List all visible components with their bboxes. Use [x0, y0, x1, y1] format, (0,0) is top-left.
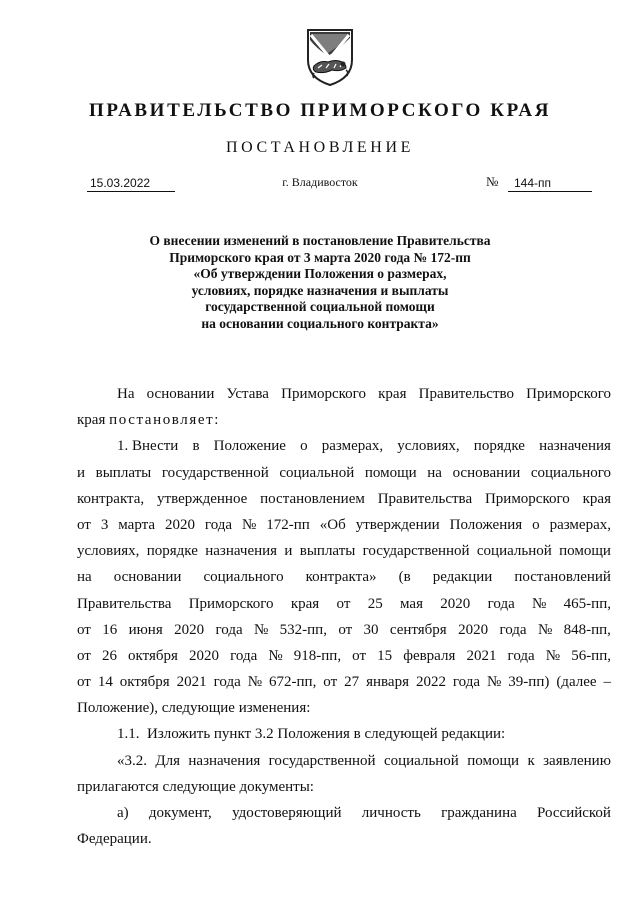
body-word: октября — [128, 647, 178, 664]
body-word: Устава — [226, 386, 269, 402]
body-word: условиях, — [77, 543, 140, 560]
body-word: января — [366, 674, 409, 691]
body-word: 15 — [377, 647, 393, 664]
body-word: государственной — [268, 752, 376, 769]
body-word: от — [352, 647, 367, 664]
body-word: года — [452, 674, 481, 691]
document-city: г. Владивосток — [282, 175, 358, 189]
body-text: Федерации. — [77, 831, 152, 848]
body-line — [77, 486, 611, 512]
document-date: 15.03.2022 — [87, 175, 175, 192]
body-word: выплаты — [299, 543, 356, 560]
body-word: государственной — [362, 543, 470, 560]
body-word: 25 — [367, 595, 383, 612]
body-word: Положения — [449, 516, 523, 533]
body-line — [77, 460, 611, 486]
body-word: 1. Внести — [117, 438, 179, 455]
body-word: 56-пп, — [571, 647, 611, 664]
body-word: государственной — [161, 464, 269, 481]
body-word: октября — [119, 674, 170, 691]
body-word: (в — [398, 569, 411, 586]
body-word: года — [215, 621, 243, 638]
body-word: личность — [361, 805, 421, 821]
body-word: назначения — [205, 543, 278, 560]
body-word: Приморского — [484, 490, 570, 507]
body-line — [77, 643, 611, 669]
body-word: № — [545, 647, 561, 664]
body-line — [77, 512, 611, 538]
body-word: года — [487, 595, 515, 612]
body-word: социальной — [279, 464, 355, 481]
resolution-verb: постановляет: — [109, 412, 221, 429]
body-line — [77, 433, 611, 459]
body-word: (далее — [556, 674, 597, 691]
body-word: размерах, — [321, 438, 384, 455]
body-line — [77, 381, 611, 407]
document-body — [77, 381, 611, 852]
body-word: и — [284, 543, 293, 560]
subject-line: на основании социального контракта» — [201, 315, 439, 331]
body-word: 27 — [344, 674, 360, 691]
body-word: основании — [452, 464, 521, 481]
body-word: 2020 — [458, 621, 489, 638]
body-word: контракта, — [77, 490, 145, 507]
body-word: на — [77, 569, 92, 586]
body-text: 1.1. Изложить пункт 3.2 Положения в следующей редакции: — [117, 726, 506, 743]
body-word: 2020 — [189, 647, 220, 664]
body-word: 465-пп, — [563, 595, 611, 612]
body-word: и — [77, 464, 86, 481]
body-word: «3.2. — [117, 752, 147, 769]
body-word: в — [192, 438, 200, 455]
body-word: года — [230, 647, 258, 664]
body-word: края — [582, 490, 611, 507]
body-word: утвержденное — [157, 490, 248, 507]
number-sign: № — [486, 174, 499, 189]
body-word: контракта» — [305, 569, 377, 586]
body-word: от — [323, 674, 338, 691]
body-word: края — [378, 386, 407, 402]
subject-line: «Об утверждении Положения о размерах, — [193, 266, 447, 281]
body-word: от — [338, 621, 353, 638]
body-word: к — [527, 752, 535, 769]
body-word: 16 — [102, 621, 118, 638]
document-number: 144-пп — [508, 175, 592, 192]
coat-of-arms-icon — [302, 26, 358, 88]
body-line — [77, 774, 611, 800]
body-word: 918-пп, — [293, 647, 342, 664]
body-line — [77, 826, 611, 852]
body-word: выплаты — [95, 464, 152, 481]
body-word: года — [213, 674, 241, 691]
body-word: 2021 — [466, 647, 497, 664]
body-word: июня — [128, 621, 163, 638]
body-word: На — [117, 386, 135, 402]
body-word: на — [427, 464, 442, 481]
body-word: от — [336, 595, 351, 612]
body-word: заявлению — [543, 752, 611, 769]
body-word: мая — [400, 595, 423, 612]
government-title: ПРАВИТЕЛЬСТВО ПРИМОРСКОГО КРАЯ — [88, 100, 552, 121]
body-word: года — [507, 647, 535, 664]
body-text: Положение), следующие изменения: — [77, 700, 311, 717]
body-word: порядке — [146, 543, 198, 560]
body-word: № — [242, 516, 257, 533]
body-line — [77, 591, 611, 617]
body-word: гражданина — [441, 805, 517, 821]
body-word: социального — [203, 569, 284, 586]
document-type: ПОСТАНОВЛЕНИЕ — [226, 139, 414, 156]
body-word: № — [247, 674, 263, 691]
body-word: – — [603, 674, 611, 691]
body-word: 2021 — [176, 674, 207, 691]
body-word: от — [77, 674, 91, 691]
subject-line: О внесении изменений в постановление Правительства — [149, 233, 491, 248]
body-word: 848-пп, — [563, 621, 611, 638]
body-word: «Об — [319, 516, 346, 533]
body-word: 26 — [101, 647, 117, 664]
body-word: социальной — [476, 543, 552, 560]
body-line — [77, 538, 611, 564]
body-word: условиях, — [397, 438, 460, 455]
body-word: а) — [117, 805, 129, 821]
body-word: 2020 — [174, 621, 205, 638]
body-line — [77, 669, 611, 695]
body-word: назначения — [539, 438, 611, 455]
body-word: 14 — [97, 674, 113, 691]
body-word: документ, — [148, 805, 212, 821]
body-word: помощи — [467, 752, 520, 769]
body-word: Приморского — [281, 386, 366, 402]
body-word: Правительство — [418, 386, 514, 402]
body-word: Для — [155, 752, 181, 769]
subject-line: условиях, порядке назначения и выплаты — [191, 282, 449, 298]
body-line — [77, 617, 611, 643]
body-line — [77, 407, 611, 433]
body-word: о — [532, 516, 540, 533]
body-word: от — [77, 647, 91, 664]
subject-line: Приморского края от 3 марта 2020 года № 172-пп — [169, 249, 471, 265]
body-word: помощи — [559, 543, 611, 560]
body-word: 2020 — [440, 595, 471, 612]
body-word: утверждении — [355, 516, 440, 533]
body-word: размерах, — [549, 516, 611, 533]
body-word: постановлений — [514, 569, 611, 586]
body-word: Российской — [537, 805, 611, 821]
body-word: от — [77, 621, 91, 638]
body-word: края — [290, 595, 320, 612]
body-word: 39-пп) — [508, 674, 550, 691]
body-word: 2022 — [415, 674, 446, 691]
body-word: № — [532, 595, 547, 612]
body-word: основании — [113, 569, 182, 586]
body-word: Приморского — [188, 595, 274, 612]
body-word: № — [253, 621, 269, 638]
body-line — [77, 695, 611, 721]
body-word: 172-пп — [266, 516, 310, 533]
body-word: 532-пп, — [279, 621, 327, 638]
body-word: редакции — [432, 569, 493, 586]
body-word: о — [300, 438, 308, 455]
body-word: 30 — [363, 621, 379, 638]
body-word: года — [204, 516, 233, 533]
body-word: № — [487, 674, 502, 691]
body-word: удостоверяющий — [232, 805, 342, 821]
body-word: от — [77, 516, 91, 533]
body-word: 2020 — [164, 516, 195, 533]
body-word: основании — [146, 386, 215, 402]
body-word: № — [537, 621, 553, 638]
body-word: 672-пп, — [269, 674, 317, 691]
body-text: края — [77, 412, 110, 429]
body-word: Положение — [213, 438, 286, 455]
body-line — [77, 564, 611, 590]
body-word: социальной — [383, 752, 459, 769]
body-word: Приморского — [526, 386, 611, 402]
body-text: прилагаются следующие документы: — [77, 778, 314, 795]
body-word: года — [499, 621, 527, 638]
body-word: сентября — [389, 621, 447, 638]
body-line — [77, 800, 611, 826]
body-word: Правительства — [77, 595, 172, 612]
body-word: февраля — [403, 647, 456, 664]
body-line — [77, 721, 611, 747]
body-word: Правительства — [377, 490, 473, 507]
body-word: социального — [530, 464, 611, 481]
body-word: марта — [118, 516, 156, 533]
body-line — [77, 748, 611, 774]
body-word: постановлением — [260, 490, 365, 507]
body-word: № — [268, 647, 283, 664]
subject-line: государственной социальной помощи — [205, 299, 435, 314]
body-word: порядке — [473, 438, 525, 455]
body-word: помощи — [364, 464, 417, 481]
document-subject — [0, 233, 640, 332]
body-word: назначения — [188, 752, 261, 769]
body-word: 3 — [100, 516, 109, 533]
